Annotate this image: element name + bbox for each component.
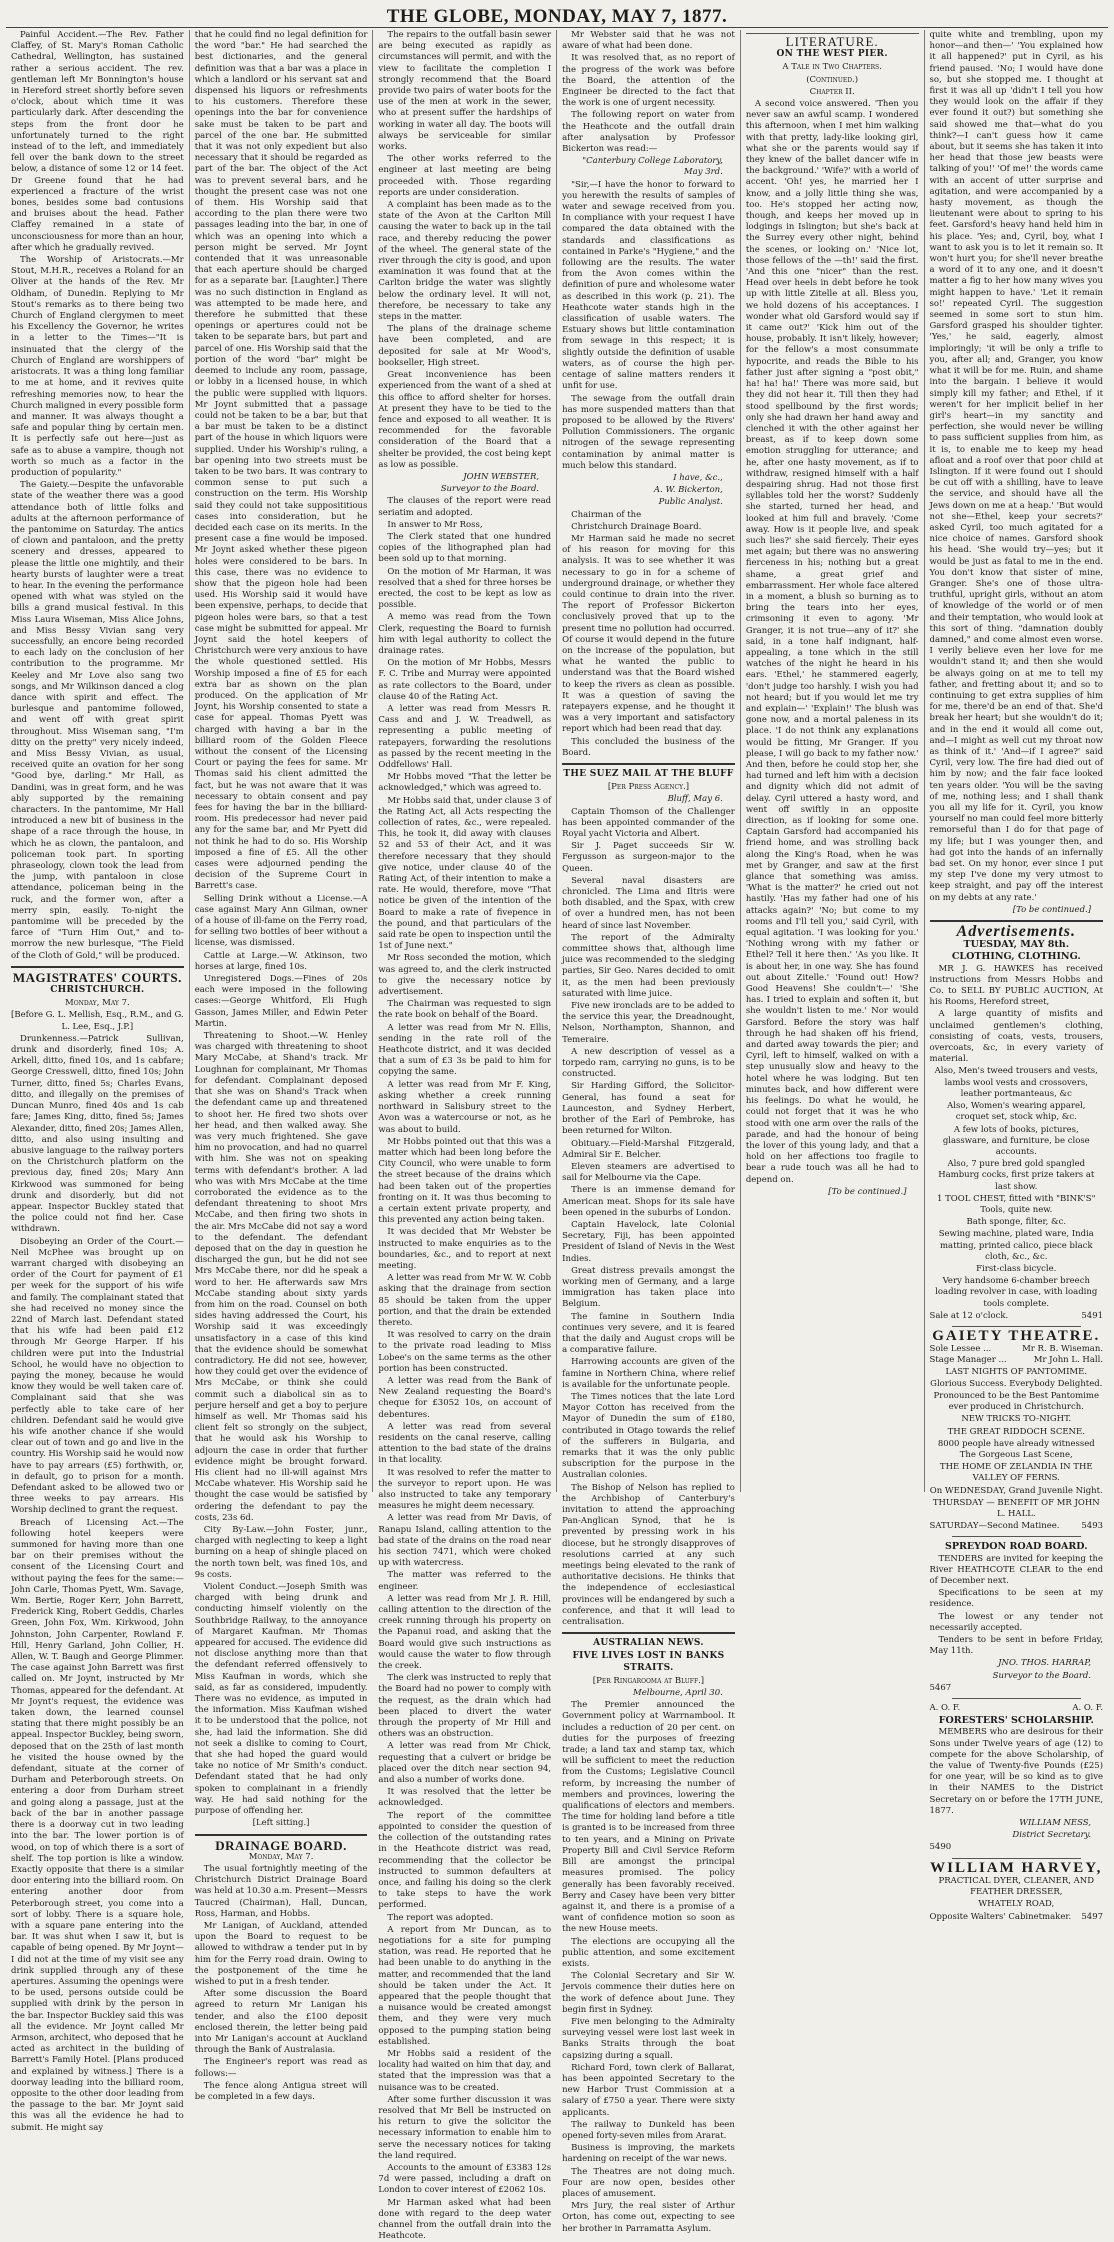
suez-item: The Times notices that the late Lord Mayor Cotton has received from the Mayor of Dunedin the sum of £180, contributed in Otago towards the relief of the sufferers in Bulgaria, and remarks that it was the only public subscription for the purpose in the Australian colonies. [562, 1391, 735, 1481]
advert-hawkes-item: Sewing machine, plated ware, India matting, printed calico, piece black cloth, &c., &c. [938, 1229, 1094, 1262]
masthead [6, 6, 1108, 28]
advert-number: 5493 [1081, 1521, 1104, 1532]
suez-item: Great distress prevails amongst the working men of Germany, and a large immigration has taken place into Belgium. [562, 1265, 735, 1310]
story-to-be-continued: [To be continued.] [828, 1186, 907, 1197]
suez-source: [Per Press Agency.] [607, 782, 690, 793]
advert-ness: WILLIAM NESS, [1019, 1818, 1092, 1829]
court-date: Monday, May 7. [64, 998, 130, 1009]
suez-item: Five new ironclads are to be added to the service this year, the Dreadnought, Nelson, Northampton, Shannon, and Temeraire. [562, 1001, 735, 1045]
board-para: A letter was read from Messrs R. Cass and and J. W. Treadwell, as representing a public meeting of ratepayers, forwarding the resolutions as passed by the recent meeting in the Oddfellows' Hall. [378, 703, 552, 770]
article-dogs: Unregistered Dogs.—Fines of 20s each were imposed in the following cases:—George Whitford, Eli Hugh Gasson, James Miller, and Edwin Peter Martin. [194, 974, 368, 1029]
signature: JOHN WEBSTER, [463, 471, 540, 482]
advert-manager-label: Stage Manager ... [929, 1355, 1007, 1366]
article-bar-continued: that he could find no legal definition for the word "bar." He had searched the best dictionaries, and the general definition was that a bar was a place in which a landlord or his servant sat and dispensed his liquors or refreshments to his customers. Therefore these openings into the bar for convenience sake must be taken to be part and parcel of the one bar. He submitted that it was not only expedient but also necessary that it should be regarded as part of the bar. The object of the Act was to prevent several bars, and he thought the present case was not one of them. His Worship said that according to the plan there were two passages leading into the bar, in one of which was an opening into which a person might be served. Mr Joynt contended that it was unreasonable that each aperture should be charged for as a separate bar. [Laughter.] There was no such distinction in England as was attempted to be made here, and therefore he submitted that these openings or apertures could not be taken to be separate bars, but part and parcel of one. His Worship said that the portion of the word "bar" might be deemed to include any room, passage, or lobby in a licensed house, in which the public were supplied with liquors. Mr Joynt submitted that a passage could not be taken to be a bar, but that a bar must be taken to be a distinct part of the house in which liquors were supplied. Under his Worship's ruling, a bar opening into two streets must be taken to be two bars. It was contrary to common sense to put such a construction on the term. His Worship said they could not take supposititious cases into consideration, but he decided each case on its merits. In the present case a fine would be imposed. Mr Joynt asked whether these pigeon holes were considered to be bars. In this case, there was no evidence to show that the pigeon hole had been used. His Worship said it would have been expensive, perhaps, to decide that pigeon holes were bars, so that a test case might be submitted for appeal. Mr Joynt said the hotel keepers of Christchurch were very anxious to have the whole questioned settled. His Worship imposed a fine of £5 for each extra bar as shown on the plan produced. On the application of Mr Joynt, his Worship consented to state a case for appeal. Thomas Pyett was charged with having a bar in the billiard room of the Golden Fleece without the consent of the Licensing Court or paying the fees for same. Mr Thomas said his client admitted the fact, but he was not aware that it was necessary to obtain consent and pay fees for having the bar in the billiard-room. His predecessor had never paid any for the same bar, and Mr Pyett did not think he had to do so. His Worship imposed a fine of £5. All the other cases were adjourned pending the decision of the Supreme Court in Barrett's case. [194, 30, 368, 892]
suez-item: A new description of vessel as a torpedo ram, carrying no guns, is to be constructed. [562, 1046, 735, 1080]
board-para: This concluded the business of the Board. [562, 736, 735, 758]
board-para: A letter was read from Mr Chick, requesting that a culvert or bridge be placed over the ditch near section 94, and also a number of works done. [378, 1741, 552, 1786]
board-para: Mr Hobbs said a resident of the locality had waited on him that day, and stated that the impression was that a nuisance was to be created. [378, 2048, 552, 2093]
story-title: ON THE WEST PIER. [776, 49, 888, 60]
advert-hawkes: MR J. G. HAWKES has received instructions from Messrs Hobbs and Co. to SELL BY PUBLIC AUCTION, At his Rooms, Hereford street, [929, 963, 1104, 1008]
australian-item: The Colonial Secretary and Sir W. Jervois commence their duties here on the work of defence about June. They begin first in Sydney. [562, 1971, 735, 2015]
advert-lessee-label: Sole Lessee ... [929, 1344, 992, 1355]
advert-clothing-heading: CLOTHING, CLOTHING. [951, 951, 1081, 963]
advert-gaiety-line: THE GREAT RIDDOCH SCENE. [947, 1426, 1085, 1437]
board-para: Mr Hobbs moved "That the letter be acknowledged," which was agreed to. [378, 772, 552, 794]
literature-heading: LITERATURE. [746, 33, 919, 47]
board-para: It was resolved that the letter be acknowledged. [378, 1787, 552, 1809]
divider [952, 1698, 1082, 1699]
suez-item: Eleven steamers are advertised to sail for Melbourne via the Cape. [562, 1161, 735, 1184]
drainage-para: After some discussion the Board agreed to return Mr Lanigan his tender, and also the £100 deposit enclosed therein, the letter being paid into Mr Lanigan's account at Auckland through the Bank of Australasia. [194, 1989, 368, 2056]
advert-hawkes-item: 1 TOOL CHEST, fitted with "BINK'S" Tools, quite new. [937, 1193, 1096, 1215]
advert-harrap-title: Surveyor to the Board. [992, 1670, 1092, 1681]
advert-hawkes-item: A large quantity of misfits and unclaimed gentlemen's clothing, consisting of coats, vests, trousers, overcoats, &c, in every variety of material. [929, 1009, 1104, 1065]
board-para: A letter was read from Mr F. King, asking whether a creek running northward in Salisbury street to the Avon was a watercourse or not, as he was about to build. [378, 1079, 552, 1135]
suez-item: Sir Harding Gifford, the Solicitor-General, has found a seat for Launceston, and Sydney Herbert, brother of the Earl of Pembroke, has been returned for Wilton. [562, 1081, 735, 1137]
signature-title: Surveyor to the Board. [440, 484, 540, 495]
report-para: The plans of the drainage scheme have been completed, and are deposited for sale at Mr Wood's, bookseller, High street. [378, 324, 552, 368]
drainage-heading: DRAINAGE BOARD. [215, 1837, 347, 1853]
report-para: A complaint has been made as to the state of the Avon at the Carlton Mill causing the water to back up in the tail race, and thereby reducing the power of the wheel. The general state of the river through the city is good, and upon examination it was found that at the Carlton bridge the water was slightly below the ordinary level. It will not, therefore, be necessary to take any steps in the matter. [378, 200, 552, 323]
suez-item: Several naval disasters are chronicled. The Lima and Iltris were both disabled, and the Spax, with crew of over a hundred men, has not been heard of since last November. [562, 875, 735, 931]
advert-number: 5497 [1081, 1911, 1104, 1922]
divider [562, 763, 735, 765]
australian-source: [Per Ringarooma at Bluff.] [592, 1675, 705, 1686]
advert-aof-right: A. O. F. [1072, 1703, 1104, 1714]
column-4 [557, 30, 741, 2234]
board-para: A letter was read from several residents on the canal reserve, calling attention to the bad state of the drains in that locality. [378, 1421, 552, 1466]
letter-para: The sewage from the outfall drain has more suspended matters than that proposed to be allowed by the Rivers' Pollution Commissioners. The organic nitrogen of the sewage representing contamination by animal matter is much below this standard. [562, 393, 735, 471]
suez-heading: THE SUEZ MAIL AT THE BLUFF [563, 769, 734, 779]
drainage-para: The Engineer's report was read as follows:— [194, 2057, 368, 2079]
board-para: The Chairman was requested to sign the rate book on behalf of the Board. [378, 999, 552, 1021]
letter-addressee: Christchurch Drainage Board. [571, 521, 702, 532]
advert-gaiety-line: THURSDAY — BENEFIT OF MR JOHN L. HALL. [932, 1497, 1100, 1519]
report-para: The other works referred to the engineer at last meeting are being proceeded with. Those regarding reports are under consideration. [378, 154, 552, 198]
letter-title: Public Analyst. [658, 497, 723, 508]
advert-hawkes-item: Very handsome 6-chamber breech loading revolver in case, with loading tools complete. [935, 1276, 1098, 1309]
advert-hawkes-item: First-class bicycle. [976, 1263, 1057, 1274]
drainage-date: Monday, May 7. [248, 1851, 314, 1862]
column-5 [741, 30, 925, 1492]
advert-gaiety-last-row [930, 1521, 1104, 1532]
board-para: A letter was read from Mr Davis, of Ranapu Island, calling attention to the bad state of the drains on the road near his section 7471, which were choked up with watercress. [378, 1513, 552, 1569]
magistrates-heading: MAGISTRATES' COURTS. [12, 969, 182, 985]
board-para: Mr Hobbs said that, under clause 3 of the Rating Act, all Acts respecting the collection of rates, &c., were repealed. This, he took it, did away with clauses 52 and 53 of their Act, and it was therefore necessary that they should give notice, under clause 40 of the Rating Act, of their intention to make a rate. He would, therefore, move "That notice be given of the intention of the Board to make a rate of fivepence in the pound, and that particulars of the said rate be open to inspection until the 1st of June next." [378, 795, 552, 952]
advert-harvey-line: Opposite Walters' Cabinetmaker. [929, 1911, 1072, 1922]
australian-item: Richard Ford, town clerk of Ballarat, has been appointed Secretary to the new Harbor Trust Commission at a salary of £750 a year. There were sixty applicants. [562, 2062, 735, 2118]
drainage-para: The fence along Antigua street will be completed in a few days. [194, 2080, 368, 2102]
australian-item: The Theatres are not doing much. Four are now open, besides other places of amusement. [562, 2166, 735, 2199]
column-6 [925, 30, 1109, 1922]
story-text: A second voice answered. 'Then you never saw an awful scamp. I wondered this afternoon, when I met him walking with that pretty, lady-like looking girl, what she or the parents would say if they knew of the ballet dancer wife in the background.' 'Wife?' with a world of accent. 'Oh! yes, he married her I know, and a jolly little thing she was, too. He's stopped her acting now, though, and keeps her moved up in lodgings in Islington; but she's back at the Surrey every other night, behind the scenes, or looking on.' 'Nice lot, those fellows of the —th!' said the first. 'And this one "nicer" than the rest. Head over heels in debt before he took up with little Zitelle at all. Bless you, we hold dozens of his acceptances. I wonder what old Garsford would say if it came out?' 'Kick him out of the house, probably. It isn't likely, however; for the fellow's a most consummate hypocrite, and reads the Bible to his father just after signing a "post obit," ha! ha! ha!' There was more said, but they did not hear it. Till then they had stood spellbound by the first words; only she had drawn her hand away and clenched it with the other against her breast, as if to keep down some emotion struggling for utterance; and he, after one hasty movement, as if to withdraw, resigned himself with a half despairing shrug. Had not those first syllables told her the worst? Suddenly she started, turned her head, and looked at him full and bravely. 'Come away. How is it people live, and speak such lies?' she said fiercely. Their eyes met again; but there was no answering fierceness in his; nothing but a great shame, a great grief and embarrassment. Her whole face altered in a moment, a blush so burning as to bring the tears into her eyes, crimsoning it even to agony. 'Mr Granger, it is not true—any of it?' she said, in a tone half indignant, half-appealing, a tone which in the still watches of the night he heard in his ears. 'Ethel,' he stammered eagerly, 'don't judge too harshly. I wish you had not heard; but if you would let me try and explain—' 'Explain!' The blush was gone now, and a mortal paleness in its place. 'I do not think any explanations would be fitting, Mr Granger. If you please, I will go back to my father now.' And then, before he could stop her, she had turned and left him with a decision and dignity which did not admit of delay. Cyril uttered a hasty word, and went off swiftly in an opposite direction, as if looking for some one. Captain Garsford had accompanied his friend home, and was strolling back along the King's Road, when he was met by Granger, and saw at the first glance that something was amiss. 'What is the matter?' he cried out not hastily. 'Has my father had one of his attacks again?' 'No; but come to my rooms and I'll tell you,' said Cyril, with equal agitation. 'I was looking for you.' 'Nothing wrong with my father or Ethel? Tell it here then.' 'As you like. It is about her, in one way. She has found out about Zitelle.' 'Found out! How? Good Heavens! She couldn't—' 'She has. I tried to explain and soften it, but she wouldn't listen to me.' Nor would Garsford. Before the story was half through he had shaken off his friend, and darted away towards the pier; and Cyril, left to himself, walked on with a step unusually slow and heavy to the hotel where he was lodging. But ten minutes back, and how different were his feelings. Do what he would, he could not forget that it was he who stood with one arm over the rails of the parade, and had the honour of being the lover of this young lady, and that a hold on her affections too fragile to bear a rude touch was all he had to depend on. [745, 99, 919, 1185]
suez-item: Captain Thomson of the Challenger has been appointed commander of the Royal yacht Victoria and Albert. [562, 806, 735, 840]
advert-gaiety-line: THE HOME OF ZELANDIA IN THE VALLEY OF FERNS. [939, 1462, 1093, 1484]
advert-members: MEMBERS who are desirous for their Sons under Twelve years of age (12) to compete for the above Scholarship, of the value of Twenty-five Pounds (£25) for one year, will be so kind as to give in their NAMES to the District Secretary on or before the 17TH JUNE, 1877. [929, 1727, 1104, 1816]
board-para: Mr Webster said that he was not aware of what had been done. [562, 30, 735, 52]
advert-gaiety-line: Pronounced to be the Best Pantomime ever produced in Christchurch. [933, 1390, 1099, 1413]
article-gaiety: The Gaiety.—Despite the unfavorable state of the weather there was a good attendance both of little folks and adults at the afternoon performance of the pantomime on Saturday. The antics of clown and pantaloon, and the pretty scenery and dresses, appeared to please the little one mightily, and their hearty bursts of laughter were a treat to hear. In the evening the performance opened with what was styled on the bills a grand musical festival. In this Miss Laura Wiseman, Miss Alice Johns, and Miss Bessy Vivian sang very successfully, an encore being recorded to each lady on the conclusion of her contribution to the programme. Mr Keeley and Mr Love also sang two songs, and Mr Wilkinson danced a clog dance with spirit and effect. The burlesque and pantomime followed, and went off with great spirit throughout. Miss Wiseman sang, "I'm ditty on the pretty" very nicely indeed, and Miss Bessy Vivian, as usual, received quite an ovation for her song "Good bye, darling." Mr Hall, as Dandini, was in great form, and he was ably supported by the remaining characters. In the pantomime, Mr Hall introduced a new bit of business in the shape of a race through the house, in which he as clown, the pantaloon, and policeman took part. In sporting phraseology, clown took the lead from the jump, with pantaloon in close attendance, policeman being in the ruck, and the former won, after a merry spin, easily. To-night the pantomime will be preceded by the farce of "Turn Him Out," and to-morrow the new burlesque, "The Field of the Cloth of Gold," will be produced. [11, 480, 184, 961]
suez-item: The famine in Southern India continues very severe, and it is feared that the daily and August crops will be a comparative failure. [562, 1311, 735, 1356]
advert-sale-row [930, 1311, 1104, 1322]
letter-location: "Canterbury College Laboratory, May 3rd. [582, 156, 723, 178]
board-para: Mr Ross seconded the motion, which was agreed to, and the clerk instructed to give the necessary notice by advertisement. [378, 953, 552, 998]
board-para: The following report on water from the Heathcote and the outfall drain after analysation by Professor Bickerton was read:— [562, 110, 735, 155]
board-para: The clerk was instructed to reply that the Board had no power to comply with the request, as the drain which had been placed to divert the water through the property of Mr Hill and others was an obstruction. [378, 1673, 552, 1740]
story-text-continued: quite white and trembling, upon my honor—and then—' 'You explained how it all happened?' put in Cyril, as his friend paused. 'No; I would have done so, but she stopped me. I thought at first it was all up 'didn't I tell you how they would look on the affair if they ever found it out?) but something she said showed me that—what do you think?—I can't guess how it came about, but it seems she has taken it into her head that those jew beasts were talking of you!' 'Of me!' the words came with an accent of utter surprise and agitation, and were accompanied by a hasty movement, as though the lieutenant were about to spring to his feet. Garsford's heavy hand held him in his place. 'Yes; and, Cyril, boy, what I want to ask you is to let it remain so. It won't hurt you; for she'll never breathe a word of it to any one, and it doesn't matter a fig to her how many wives you might happen to have.' 'Let it remain so!' repeated Cyril. The suggestion seemed in some sort to stun him. Garsford grasped his shoulder tighter. 'Yes,' he said, eagerly, almost imploringly; 'it will be only a trifle to you, after all; and, Granger, you know what it will be for me. Ruin, and shame into the bargain. I believe it would simply kill my father; and Ethel, if it weren't for her implicit belief in her girl's heart—in my sanctity and perfection, she would never be willing to pass sufficient supplies from him, as it is, to enable me to keep my head afloat and a roof over that poor child at Islington. If it were found out I should be cut off with a shilling, have to leave the service, and should have all the Jews down on me at a heap.' 'But would not she—Ethel, keep your secrets?' asked Cyril, too much agitated for a nice choice of names. Garsford shook his head. 'She would try—yes; but it would be just as fatal to me in the end. You don't know that sister of mine, Granger. She's one of those ultra-truthful, upright girls, without an atom of knowledge of the world or of men and their temptation, who would look at this sort of thing. "damnation doubly damned," and come almost even worse. I verily believe even her love for me wouldn't stand it; and then she would be always going on at me to tell my father, and fretting about it; and so to continuing to get extra supplies of him for me, there'd be an end of that. She'd break her heart; but she wouldn't do it; and in the end it would all come out, and—I might as well cut my throat now as think of it.' 'And—if I agree?' said Cyril, very low. The fire had died out of him by now; and the fair face looked ten years older. 'You will be the saving of me, nothing less; and I shall thank you all my life for it. Cyril, you know yourself no man could feel more bitterly remorseful than I do for that page of my life; but I was younger then, and had got into the hands of an infernally bad set. On my honor, ever since I put my step I've done my very utmost to keep straight, and pay off the interest on my debts at any rate.' [929, 30, 1104, 903]
advert-aof-left: A. O. F. [929, 1703, 961, 1714]
advert-gaiety-heading: GAIETY THEATRE. [932, 1327, 1101, 1344]
divider [952, 1536, 1082, 1537]
drainage-para: The usual fortnightly meeting of the Christchurch District Drainage Board was held at 10.30 a.m. Present—Messrs Taucred (Chairman), Hall, Duncan, Ross, Harman, and Hobbs. [194, 1863, 368, 1919]
advert-number: 5491 [1081, 1310, 1104, 1321]
article-disobeying: Disobeying an Order of the Court.—Neil McPhee was brought up on warrant charged with disobeying an order of the Court for payment of £1 per week for the support of his wife and family. The complainant stated that she had received no money since the 22nd of March last. Defendant stated that his wife had been paid £12 through Mr George Harper. If his children were put into the Industrial School, he would have no objection to paying the money, because he would know they would be well taken care of. Complainant said that she was perfectly able to take care of her children. Defendant said he would give his wife another chance if she would clear out of town and go and live in the country. His Worship said he would now have to pay arrears (£5) forthwith, or, in default, go to prison for a month. Defendant asked to be allowed two or three weeks to pay arrears. His Worship declined to grant the request. [11, 1236, 184, 1516]
suez-item: The Bishop of Nelson has replied to the Archbishop of Canterbury's invitation to attend the approaching Pan-Anglican Synod, that he is prevented by pressing work in his diocese, but he strongly disapproves of resolutions carried at any such meetings being elevated to the rank of authoritative decisions. He thinks that the independence of ecclesiastical provinces will be endangered by such a conference, and that it will lead to centralisation. [562, 1482, 735, 1628]
advert-harvey-heading: WILLIAM HARVEY, [930, 1859, 1103, 1876]
letter-para: "Sir,—I have the honor to forward to you herewith the results of samples of water and sewage received from you. In compliance with your request I have compared the data obtained with the standards and classifications as contained in Parke's "Hygiene," and the following are the results. The water from the Avon comes within the definition of pure and wholesome water as described in this work (p. 21). The Heathcote water stands high in the classification of usable waters. The Estuary shows but little contamination from sewage in this respect; it is slightly outside the definition of usable waters, as of course the high per-centage of saline matters renders it unfit for use. [562, 179, 735, 392]
suez-item: Obituary.—Field-Marshal Fitzgerald, Admiral Sir E. Belcher. [562, 1138, 735, 1160]
article-bylaw: City By-Law.—John Foster, junr., charged with neglecting to keep a light burning on a heap of shingle placed on the north town belt, was fined 10s, and 9s costs. [194, 1525, 368, 1580]
article-violent: Violent Conduct.—Joseph Smith was charged with being drunk and conducting himself violently on the Southbridge Railway, to the annoyance of Margaret Kaufman. Mr Thomas appeared for accused. The evidence did not disclose anything more than that the defendant referred offensively to Miss Kaufman in words, which she said, as far as considered, impudently. There was no evidence, as imputed in the information. Miss Kaufman wished it to be understood that the police, not she, had laid the information. She did not seek a dislike to coming to Court, that she had hoped the guard would take no notice of Mr Smith's conduct. Defendant stated that he had only spoken to complainant in a friendly way. He had said nothing for the purpose of offending her. [194, 1582, 368, 1817]
article-worship: The Worship of Aristocrats.—Mr Stout, M.H.R., receives a Roland for an Oliver at the hands of the Rev. Mr Oldham, of Dunedin. Replying to Mr Stout's remarks as to there being two Church of England clergymen to meet his Excellency the Governor, he writes in a letter to the Times—"It is insinuated that the clergy of the Church of England are worshippers of aristocrats. It was a thing long familiar to me at home, and it revives quite refreshing memories now, to hear the Church maligned in every possible form and manner. It was always thought a safe and popular thing by certain men. It is perfectly safe out here—just as safe as to abuse a vampire, though not worth so much as a factor in the production of popularity." [11, 255, 184, 478]
advert-sale-time: Sale at 12 o'clock. [929, 1310, 1009, 1321]
column-3 [373, 30, 557, 2242]
divider [952, 1858, 1082, 1859]
board-para: Mr Harman asked what had been done with regard to the deep water channel from the outfall drain into the Heathcote. [378, 2197, 552, 2242]
advert-gaiety-line: 8000 people have already witnessed The Gorgeous Last Scene, [937, 1438, 1095, 1460]
advert-harvey-line: WHATELY ROAD, [978, 1899, 1055, 1910]
story-to-be-continued: [To be continued.] [1012, 904, 1092, 915]
advert-gaiety-line: Glorious Success. Everybody Delighted. [930, 1378, 1103, 1389]
report-para: Great inconvenience has been experienced from the want of a shed at this office to afford shelter for horses. At present they have to be tied to the fence and exposed to all weather. It is recommended for the favorable consideration of the Board that a shelter be provided, the cost being kept as low as possible. [378, 370, 552, 470]
advert-hawkes-item: Also, 7 pure bred gold spangled Hamburg cocks, first prize takers at last show. [938, 1159, 1095, 1192]
advert-hawkes-item: A few lots of books, pictures, glassware, and furniture, be close accounts. [942, 1124, 1090, 1157]
divider [562, 1632, 735, 1634]
advert-date: TUESDAY, MAY 8th. [963, 939, 1070, 951]
drainage-para: Mr Lanigan, of Auckland, attended upon the Board to request to be allowed to withdraw a tender put in by him for the Ferry road drain. Owing to the postponement of the time he wished to put in a fresh tender. [194, 1920, 368, 1987]
advert-gaiety-line: NEW TRICKS TO-NIGHT. [961, 1414, 1072, 1425]
board-para: It was resolved to refer the matter to the surveyor to report upon. He was also instructed to take any temporary measures he might deem necessary. [378, 1467, 552, 1512]
report-para: The repairs to the outfall basin sewer are being executed as rapidly as circumstances will permit, and with the view to facilitate the completion I strongly recommend that the Board provide two pairs of water boots for the use of the men at work in the sewer, who at present suffer the hardships of working in water all day. The boots will always be serviceable for similar works. [378, 30, 552, 153]
australian-heading: AUSTRALIAN NEWS. [593, 1638, 704, 1649]
suez-item: Captain Havelock, late Colonial Secretary, Fiji, has been appointed President of Island of Nevis in the West Indies. [562, 1219, 735, 1264]
board-para: A letter was read from Mr W. W. Cobb asking that the drainage from section 85 should be taken from the upper portion, and that the drain be extended thereto. [378, 1273, 552, 1328]
suez-item: Harrowing accounts are given of the famine in Northern China, where relief is available for the unfortunate people. [562, 1357, 735, 1390]
board-para: After some further discussion it was resolved that Mr Bell be instructed on his return to give the solicitor the necessary information to enable him to serve the necessary notices for taking the land required. [378, 2094, 552, 2161]
left-sitting: [Left sitting.] [252, 1818, 310, 1829]
board-para: The report of the committee appointed to consider the question of the collection of the outstanding rates in the Heathcote district was read, recommending that the collector be instructed to summon defaulters at once, and failing his doing so the clerk to take steps to have the work performed. [378, 1810, 552, 1911]
australian-item: Business is improving, the markets hardening on receipt of the war news. [562, 2143, 735, 2165]
board-para: In answer to Mr Ross, [387, 519, 483, 530]
australian-dateline: Melbourne, April 30. [633, 1688, 723, 1699]
article-cattle: Cattle at Large.—W. Atkinson, two horses at large, fined 10s. [194, 950, 368, 972]
australian-item: Mrs Jury, the real sister of Arthur Orton, has come out, expecting to see her brother in Parramatta Asylum. [562, 2201, 735, 2234]
advert-spreydon-heading: SPREYDON ROAD BOARD. [945, 1541, 1088, 1553]
board-para: Mr Harman said he made no secret of his reason for moving for this analysis. It was to see whether it was necessary to go in for a scheme of underground drainage, or whether they could continue to drain into the river. The report of Professor Bickerton conclusively proved that up to the present time no pollution had occurred. Of course it would depend in the future on the increase of the population, but what he wanted the public to understand was that the Board wished to keep the rivers as clean as possible. It was a question of saving the ratepayers expense, and he thought it was a very important and satisfactory report which had been read that day. [562, 533, 735, 735]
letter-signature: A. W. Bickerton, [653, 485, 723, 496]
advert-gaiety-line: SATURDAY—Second Matinee. [929, 1521, 1060, 1532]
article-breach: Breach of Licensing Act.—The following hotel keepers were summoned for having more than one bar on their premises without the consent of the Licensing Court and without paying the fees for the same:—John Carle, Thomas Pyett, Wm. Savage, Wm. Bertie, Roger Kerr, John Barrett, Frederick King, Robert Geddis, Charles Green, John Fox, Wm. Kirkwood, John Johnston, John Carpenter, Rowland F. Hill, Henry Garland, John Collier, H. Allen, W. T. Baugh and George Plimmer. The case against John Barrett was first called on. Mr Joynt, instructed by Mr Thomas, appeared for the defendant. At Mr Joynt's request, the evidence was taken down, the learned counsel stating that there might possibly be an appeal. Inspector Buckley, being sworn, deposed that on the 25th of last month he visited the house owned by the defendant, situate at the corner of Durham and Peterborough streets. On entering a door from Durham street and going along a passage, just at the back of the bar in another passage there is a doorway cut in two leading into the bar. The lower portion is of wood, on top of which there is a sort of shelf. The top portion is like a window. Exactly opposite that there is a similar door entering into the billiard room. On entering another door from Peterborough street, you come into a sort of lobby. There is a square hole, with a square pane entering into the bar. It was shut when I saw it, but is capable of being opened. By Mr Joynt—I did not at the time of my visit see any drink supplied through any of these apertures. Assuming the openings were to be used, persons outside could be supplied with drink by the person in the bar. Inspector Buckley said this was all the evidence. Mr Joynt called Mr Armson, architect, who deposed that he acted as architect in the building of Barrett's Family Hotel. [Plans produced and explained by witness.] There is a doorway leading into the billiard room, opposite to the other door leading from the passage to the bar. Mr Joynt said this was all the evidence he had to submit. He might say [11, 1517, 184, 2133]
advert-foresters-heading: FORESTERS' SCHOLARSHIP. [938, 1715, 1094, 1727]
board-para: Mr Hobbs pointed out that this was a matter which had been long before the City Council, who were unable to form the street because of the drains which had been taken out of the properties fronting on it. It was thus becoming to a certain extent private property, and this prevented any action being taken. [378, 1136, 552, 1226]
court-before: [Before G. L. Mellish, Esq., R.M., and G. L. Lee, Esq., J.P.] [11, 1010, 184, 1032]
advert-hawkes-item: Bath sponge, filter, &c. [966, 1217, 1067, 1228]
advert-harvey-line: PRACTICAL DYER, CLEANER, AND FEATHER DRESSER, [938, 1875, 1095, 1898]
article-drunkenness: Drunkenness.—Patrick Sullivan, drunk and disorderly, fined 10s; A. Arkell, ditto, fined 10s, and 1s cabfare; George Cresswell, ditto, fined 10s; John Turner, ditto, fined 5s; Charles Evans, ditto, and illegally on the premises of Duncan Munro, fined 40s and 1s cab fare; James King, ditto, fined 5s; James Alexander, ditto, fined 20s; James Allen, ditto, and also using insulting and abusive language to the railway porters on the Christchurch platform on the previous day, fined 20s; Mary Ann Kirkwood was summoned for being drunk and disorderly, but did not appear. Inspector Buckley stated that the police could not find her. Case withdrawn. [11, 1033, 184, 1235]
board-para: Accounts to the amount of £3383 12s 7d were passed, including a draft on London to cover interest of £2062 10s. [378, 2162, 552, 2196]
advert-manager-row [930, 1355, 1104, 1366]
board-para: On the motion of Mr Harman, it was resolved that a shed for three horses be erected, the cost to be kept as low as possible. [378, 566, 552, 611]
article-threat: Threatening to Shoot.—W. Henley was charged with threatening to shoot Mary McCabe, at Shand's track. Mr Loughnan for complainant, Mr Thomas for defendant. Complainant deposed that she was on Shand's Track when the defendant came up and threatened to shoot her. He fired two shots over her head, and then walked away. She was very much frightened. She gave him no provocation, and had no quarrel with him. She was not on speaking terms with defendant's brother. A lad who was with Mrs McCabe at the time corroborated the evidence as to the defendant threatening to shoot Mrs McCabe, and then firing two shots in the air. Mrs McCabe did not say a word to the defendant. The defendant deposed that on the day in question he discharged the gun, but he did not see Mrs McCabe there, nor did he speak a word to her. He afterwards saw Mrs McCabe standing about sixty yards from him on the road. Counsel on both sides having addressed the Court, his Worship said it was exceedingly unsatisfactory in a case of this kind that the evidence should be somewhat contradictory. He did not see, however, how they could get over the evidence of Mrs McCabe, or think she could commit such a diabolical sin as to perjure herself and get a boy to perjure himself as well. Mr Thomas said his client felt so strongly on the subject, that he would ask his Worship to adjourn the case in order that further evidence might be brought forward. His client had no ill-will against Mrs McCabe whatever. His Worship said he thought the case would be satisfied by ordering the defendant to pay the costs, 23s 6d. [194, 1031, 368, 1523]
board-para: The Clerk stated that one hundred copies of the lithographed plan had been sold up to that morning. [378, 531, 552, 565]
board-para: The matter was referred to the engineer. [378, 1570, 552, 1592]
divider [11, 966, 184, 968]
board-para: The clauses of the report were read seriatim and adopted. [378, 496, 552, 518]
board-para: The report was adopted. [387, 1912, 494, 1923]
story-chapter: Chapter II. [809, 86, 855, 97]
australian-item: The Premier announced the Government policy at Warrnambool. It includes a reduction of 20 per cent. on duties for the purposes of freezing trade; a land tax and stamp tax, which will be sufficient to meet the reduction from the Customs; Legislative Council reform, by increasing the number of members and provinces, lowering the qualifications of electors and members. The time for holding land before a title is granted is to be increased from three to ten years, and a Mining on Private Property Bill and Civil Service Reform Bill are amongst the principal measures promised. The policy generally has been favorably received. Berry and Casey have been very bitter against it, and there is a promise of a want of confidence motion so soon as the new House meets. [562, 1700, 735, 1935]
story-subtitle: A Tale in Two Chapters. [782, 62, 882, 73]
advert-ness-title: District Secretary. [1012, 1830, 1092, 1841]
column-2 [190, 30, 374, 2102]
board-para: A letter was read from Mr J. R. Hill, calling attention to the direction of the creek running through his property on the Papanui road, and asking that the Board would give such instructions as would cause the water to flow through the creek. [378, 1593, 552, 1672]
divider [195, 1834, 368, 1836]
board-para: It was resolved that, as no report of the progress of the work was before the Board, the attention of the Engineer be directed to the fact that the work is one of urgent necessity. [562, 53, 735, 109]
board-para: A letter was read from the Bank of New Zealand requesting the Board's cheque for £3052 10s, on account of debentures. [378, 1375, 552, 1420]
column-1 [6, 30, 190, 2133]
advert-tenders: The lowest or any tender not necessarily accepted. [929, 1611, 1104, 1633]
board-para: A memo was read from the Town Clerk, requesting the Board to furnish him with legal authority to collect the drainage rates. [378, 612, 552, 656]
board-para: It was decided that Mr Webster be instructed to make enquiries as to the boundaries, &c., and to report at next meeting. [378, 1227, 552, 1271]
article-selling: Selling Drink without a License.—A case against Mary Ann Gilman, owner of a house of ill-fame on the Ferry road, for selling two bottles of beer without a license, was dismissed. [194, 893, 368, 949]
letter-closing: I have, &c., [673, 472, 723, 483]
suez-item: Sir J. Paget succeeds Sir W. Fergusson as surgeon-major to the Queen. [562, 841, 735, 874]
advert-manager-name: Mr John L. Hall. [1033, 1355, 1104, 1366]
advert-aof-row [930, 1703, 1104, 1714]
board-para: On the motion of Mr Hobbs, Messrs F. C. Tribe and Murray were appointed as rate collectors to the Board, under clause 40 of the Rating Act. [378, 658, 552, 702]
advert-harvey-last-row [930, 1912, 1104, 1923]
advert-gaiety-line: LAST NIGHTS OF PANTOMIME. [945, 1366, 1088, 1377]
advert-gaiety-line: On WEDNESDAY, Grand Juvenile Night. [929, 1485, 1103, 1496]
advert-tenders: TENDERS are invited for keeping the River HEATHCOTE CLEAR to the end of December next. [929, 1553, 1104, 1587]
advert-number: 5490 [929, 1842, 952, 1853]
advert-hawkes-item: Also, Men's tweed trousers and vests, lambs wool vests and crossovers, leather portmanteaus, &c [934, 1066, 1098, 1099]
article-accident: Painful Accident.—The Rev. Father Claffey, of St. Mary's Roman Catholic Cathedral, Wellington, has sustained rather a serious accident. The rev. gentleman left Mr Bonnington's house in Hereford street shortly before seven o'clock, about which time it was particularly dark. After descending the steps from the front door he unfortunately turned to the right instead of to the left, and immediately fell over the bank down to the street below, a distance of some 12 or 14 feet. Dr Greene found that he had experienced a fracture of the wrist bones, besides some bad contusions and bruises about the head. Father Claffey remained in a state of unconsciousness for more than an hour, after which he gradually revived. [11, 30, 184, 253]
suez-dateline: Bluff, May 6. [667, 794, 723, 805]
advert-lessee-name: Mr R. B. Wiseman. [1022, 1344, 1104, 1355]
board-para: A letter was read from Mr N. Ellis, sending in the rate roll of the Heathcote district, and it was decided that a sum of £3 3s be paid to him for copying the same. [378, 1022, 552, 1078]
advert-tenders: Specifications to be seen at my residence. [929, 1588, 1104, 1610]
australian-item: The railway to Dunkeld has been opened forty-seven miles from Ararat. [562, 2119, 735, 2141]
australian-item: Five men belonging to the Admiralty surveying vessel were lost last week in Banks Straits through the boat capsizing during a squall. [562, 2016, 735, 2061]
advert-lessee-row [930, 1344, 1104, 1355]
divider [952, 1326, 1082, 1327]
advert-harrap: JNO. THOS. HARRAP, [998, 1658, 1092, 1669]
city-heading: CHRISTCHURCH. [50, 985, 145, 996]
advert-tenders: Tenders to be sent in before Friday, May 11th. [929, 1635, 1104, 1657]
suez-item: There is an immense demand for American meat. Shops for its sale have been opened in the suburbs of London. [562, 1185, 735, 1218]
story-continued: (Continued.) [806, 74, 859, 85]
columns [6, 30, 1108, 2242]
advertisements-heading: Advertisements. [956, 923, 1076, 941]
suez-item: The report of the Admiralty committee shows that, although lime juice was recommended to the sledging parties, Sir Geo. Nares decided to omit it, as the men had been previously saturated with lime juice. [562, 932, 735, 999]
letter-addressee: Chairman of the [571, 509, 642, 520]
advert-hawkes-item: Also, Women's wearing apparel, croquet set, stock whip, &c. [947, 1101, 1086, 1123]
board-para: A report from Mr Duncan, as to negotiations for a site for pumping station, was read. He reported that he had been unable to do anything in the matter, and recommended that the land should be taken under the Act. It appeared that the people thought that a nuisance would be created amongst them, and they were very much opposed to the pumping station being established. [378, 1924, 552, 2047]
board-para: It was resolved to carry on the drain to the private road leading to Miss Lobee's on the same terms as the other portion has been constructed. [378, 1330, 552, 1374]
divider [930, 920, 1104, 922]
australian-item: The elections are occupying all the public attention, and some excitement exists. [562, 1936, 735, 1969]
australian-subheading: FIVE LIVES LOST IN BANKS STRAITS. [572, 1651, 725, 1673]
newspaper-title: THE GLOBE, MONDAY, MAY 7, 1877. [386, 6, 728, 27]
advert-number: 5467 [929, 1682, 952, 1693]
